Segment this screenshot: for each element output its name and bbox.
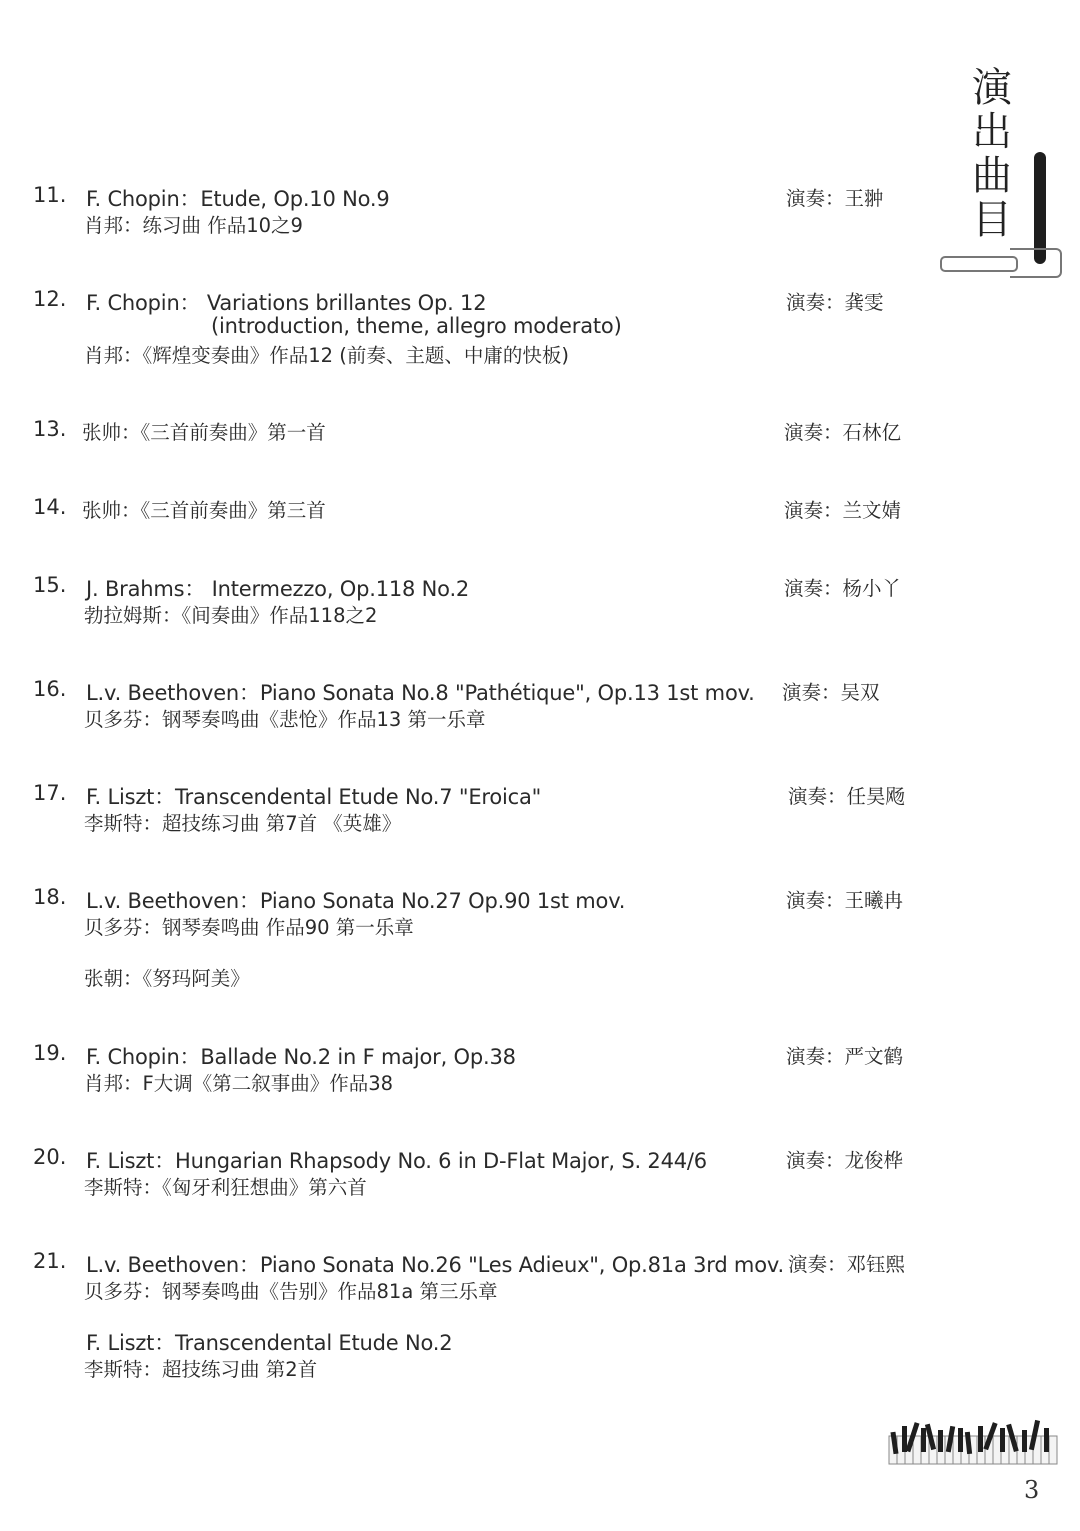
item-number: 19. xyxy=(33,1041,67,1065)
white-key-decoration xyxy=(940,256,1018,272)
piece-title-zh: 李斯特：超技练习曲 第7首 《英雄》 xyxy=(84,812,402,835)
performer: 演奏：严文鹤 xyxy=(786,1045,904,1068)
piece-title-en: L.v. Beethoven：Piano Sonata No.26 "Les Adieux", Op.81a 3rd mov. xyxy=(86,1253,784,1277)
performer: 演奏：石林亿 xyxy=(784,421,902,444)
piece-title-zh: 肖邦：练习曲 作品10之9 xyxy=(84,214,303,237)
white-key-decoration-end xyxy=(1010,248,1062,278)
item-number: 21. xyxy=(33,1249,67,1273)
piece-title-en: F. Liszt：Hungarian Rhapsody No. 6 in D-Flat Major, S. 244/6 xyxy=(86,1149,707,1173)
piece-title-en: L.v. Beethoven：Piano Sonata No.27 Op.90 1st mov. xyxy=(86,889,626,913)
performer: 演奏：龚雯 xyxy=(786,291,884,314)
piece-title-zh: 肖邦：F大调《第二叙事曲》作品38 xyxy=(84,1072,394,1095)
piece-title-zh: 贝多芬：钢琴奏鸣曲《悲怆》作品13 第一乐章 xyxy=(84,708,486,731)
performer: 演奏：王曦冉 xyxy=(786,889,904,912)
title-char: 目 xyxy=(972,197,1012,243)
piece-title-en: F. Chopin：Ballade No.2 in F major, Op.38 xyxy=(86,1045,516,1069)
piece-title-en: L.v. Beethoven：Piano Sonata No.8 "Pathétique", Op.13 1st mov. xyxy=(86,681,755,705)
piece-title-zh: 勃拉姆斯：《间奏曲》作品118之2 xyxy=(84,604,378,627)
page-number: 3 xyxy=(1024,1476,1040,1504)
performer: 演奏：邓钰熙 xyxy=(788,1253,906,1276)
performer: 演奏：王翀 xyxy=(786,187,884,210)
item-number: 18. xyxy=(33,885,67,909)
title-char: 出 xyxy=(972,109,1012,155)
item-number: 20. xyxy=(33,1145,67,1169)
item-number: 16. xyxy=(33,677,67,701)
performer: 演奏：任昊飏 xyxy=(788,785,906,808)
piece-subtitle-en: (introduction, theme, allegro moderato) xyxy=(211,314,622,338)
item-number: 17. xyxy=(33,781,67,805)
piece-title-zh: 张帅：《三首前奏曲》第三首 xyxy=(82,499,326,522)
title-char: 演 xyxy=(972,65,1012,111)
item-number: 12. xyxy=(33,287,67,311)
piece-title-zh: 李斯特：《匈牙利狂想曲》第六首 xyxy=(84,1176,367,1199)
item-number: 11. xyxy=(33,183,67,207)
page-title xyxy=(966,66,1018,242)
piece-title-en: F. Liszt：Transcendental Etude No.7 "Eroica" xyxy=(86,785,542,809)
item-number: 15. xyxy=(33,573,67,597)
piece-title-en: F. Chopin：Etude, Op.10 No.9 xyxy=(86,187,390,211)
performer: 演奏：杨小丫 xyxy=(784,577,902,600)
piece-title-en-extra: F. Liszt：Transcendental Etude No.2 xyxy=(86,1331,453,1355)
piece-title-zh: 贝多芬：钢琴奏鸣曲《告别》作品81a 第三乐章 xyxy=(84,1280,498,1303)
item-number: 14. xyxy=(33,495,67,519)
item-number: 13. xyxy=(33,417,67,441)
piece-title-en: J. Brahms： Intermezzo, Op.118 No.2 xyxy=(86,577,470,601)
piece-title-zh: 肖邦：《辉煌变奏曲》作品12 (前奏、主题、中庸的快板) xyxy=(84,344,569,367)
piece-title-zh-extra: 李斯特：超技练习曲 第2首 xyxy=(84,1358,318,1381)
piece-title-zh-extra: 张朝：《努玛阿美》 xyxy=(84,967,250,990)
performer: 演奏：龙俊桦 xyxy=(786,1149,904,1172)
performer: 演奏：吴双 xyxy=(782,681,880,704)
piano-keys-icon xyxy=(888,1416,1060,1472)
piece-title-en: F. Chopin： Variations brillantes Op. 12 xyxy=(86,291,487,315)
performer: 演奏：兰文婧 xyxy=(784,499,902,522)
piece-title-zh: 张帅：《三首前奏曲》第一首 xyxy=(82,421,326,444)
title-char: 曲 xyxy=(972,153,1012,199)
piece-title-zh: 贝多芬：钢琴奏鸣曲 作品90 第一乐章 xyxy=(84,916,414,939)
